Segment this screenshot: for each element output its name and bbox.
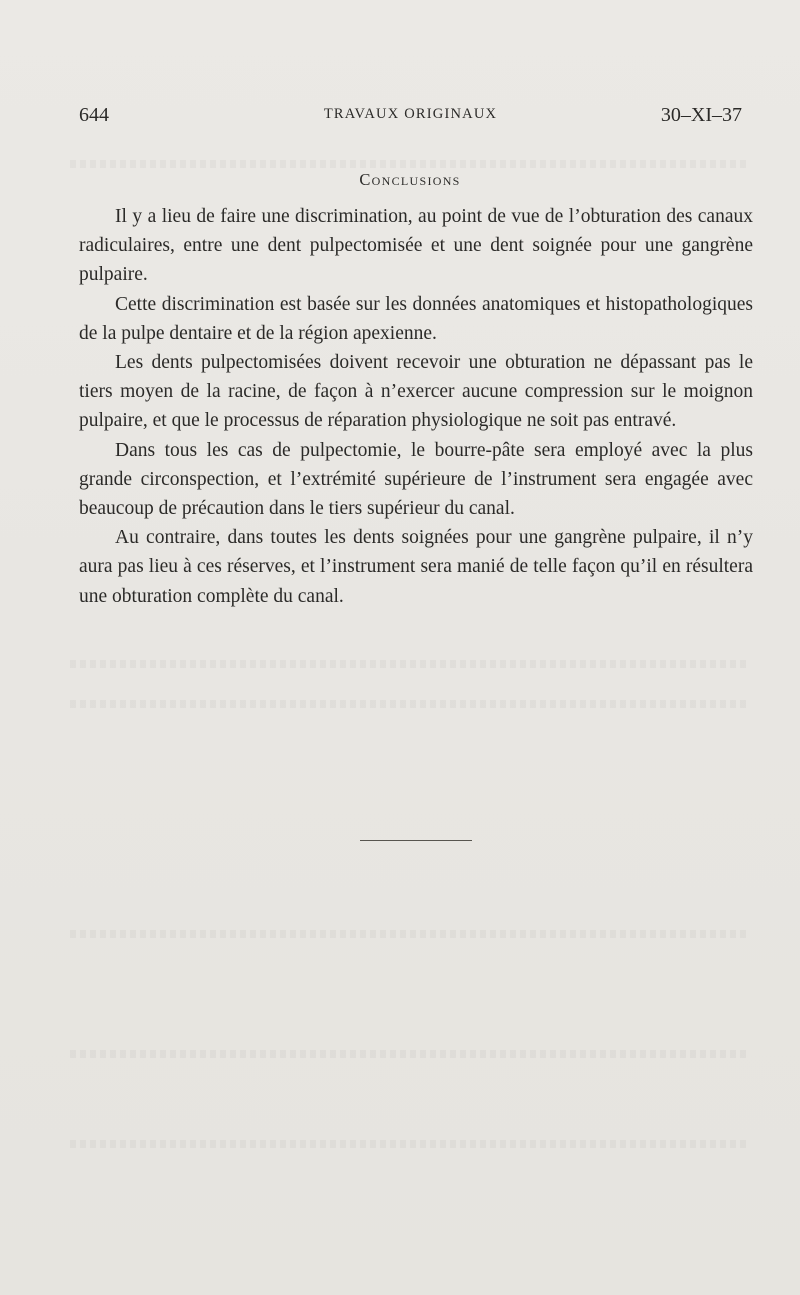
section-divider [360,840,472,841]
paragraph: Il y a lieu de faire une discrimination, au point de vue de l’obturation des canaux radiculaires, entre une dent pulpectomisée et une dent soignée pour une gangrène pulpaire. [79,206,753,286]
paragraph: Cette discrimination est basée sur les données anatomiques et histopathologiques de la pulpe dentaire et de la région apexienne. [79,293,753,344]
bleed-through-texture [70,930,750,938]
bleed-through-texture [70,660,750,668]
running-title: TRAVAUX ORIGINAUX [323,106,498,122]
bleed-through-texture [70,160,750,168]
paragraph: Au contraire, dans toutes les dents soignées pour une gangrène pulpaire, il n’y aura pas lieu à ces réserves, et l’instrument sera manié de telle façon qu’il en résultera une obturation complète du canal. [79,527,753,607]
page-header [79,104,742,134]
section-title: Conclusions [359,170,461,189]
bleed-through-texture [70,700,750,708]
bleed-through-texture [70,1140,750,1148]
paragraph: Dans tous les cas de pulpectomie, le bourre-pâte sera employé avec la plus grande circonspection, et l’extrémité supérieure de l’instrument sera engagée avec beaucoup de précaution dans le tiers supérieur du canal. [79,439,753,520]
body-text [79,202,753,611]
page-number: 644 [79,104,109,126]
paragraph: Les dents pulpectomisées doivent recevoir une obturation ne dépassant pas le tiers moyen de la racine, de façon à n’exercer aucune compression sur le moignon pulpaire, et que le processus de réparation physiologique ne soit pas entravé. [79,352,753,432]
bleed-through-texture [70,1050,750,1058]
issue-date: 30–XI–37 [660,104,742,126]
